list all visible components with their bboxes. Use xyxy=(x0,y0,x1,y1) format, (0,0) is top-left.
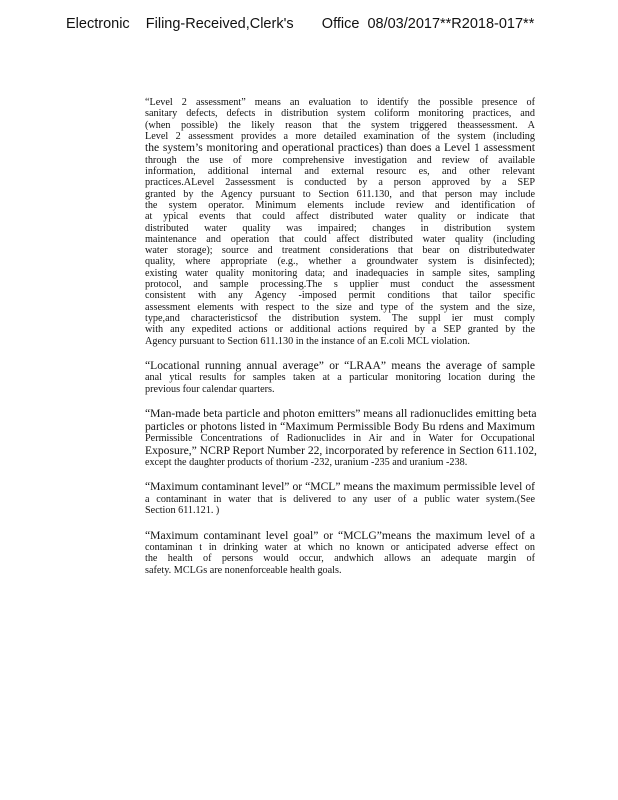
definition-paragraph xyxy=(145,530,535,576)
definition-paragraph xyxy=(145,97,535,347)
text-line: “Locational running annual average” or “LRAA” means the average of sample xyxy=(145,358,535,372)
text-line: maintenance and operation that could affect distributed water quality (including xyxy=(145,233,535,245)
text-line: type,and characteristicsof the distribution system. The suppl ier must comply xyxy=(145,312,535,324)
text-line: existing water quality monitoring data; and inadequacies in sample sites, sampling xyxy=(145,267,535,279)
text-line: quality, where appropriate (e.g., whether a groundwater system is disinfected); xyxy=(145,256,535,268)
text-line: through the use of more comprehensive investigation and review of available xyxy=(145,154,535,166)
text-line: “Level 2 assessment” means an evaluation to identify the possible presence of xyxy=(145,97,535,108)
text-line: a contaminant in water that is delivered to any user of a public water system.(See xyxy=(145,493,535,505)
text-line: assessment elements with respect to the size and type of the system and the size, xyxy=(145,301,535,313)
definition-paragraph xyxy=(145,481,535,516)
text-line: anal ytical results for samples taken at a particular monitoring location during the xyxy=(145,372,535,384)
text-line: Level 2 assessment provides a more detailed examination of the system (including xyxy=(145,130,535,142)
text-line: Exposure,” NCRP Report Number 22, incorporated by reference in Section 611.102, xyxy=(145,443,537,457)
filing-header: Electronic Filing-Received,Clerk's Office 08/03/2017**R2018-017** xyxy=(66,16,535,32)
text-line: water storage); source and treatment considerations that bear on distributedwater xyxy=(145,245,535,257)
text-line: protocol, and sample processing.The s upplier must conduct the assessment xyxy=(145,279,535,291)
text-line: “Man-made beta particle and photon emitters” means all radionuclides emitting beta xyxy=(145,407,537,421)
text-line: except the daughter products of thorium -232, uranium -235 and uranium -238. xyxy=(145,457,468,469)
text-line: granted by the Agency pursuant to Section 611.130, and that person may include xyxy=(145,188,535,200)
text-line: distributed water quality was impaired; changes in distribution system xyxy=(145,222,535,234)
text-line: “Maximum contaminant level” or “MCL” means the maximum permissible level of xyxy=(145,480,535,494)
text-line: “Maximum contaminant level goal” or “MCLG”means the maximum level of a xyxy=(145,528,535,542)
text-line: Permissible Concentrations of Radionuclides in Air and in Water for Occupational xyxy=(145,433,535,445)
text-line: the system’s monitoring and operational practices) than does a Level 1 assessment xyxy=(145,141,535,155)
text-line: contaminan t in drinking water at which no known or anticipated adverse effect on xyxy=(145,542,535,554)
text-line: previous four calendar quarters. xyxy=(145,383,275,395)
text-line: consistent with any Agency -imposed permit conditions that tailor specific xyxy=(145,290,535,302)
text-line: (when possible) the likely reason that the system triggered theassessment. A xyxy=(145,119,535,131)
text-line: information, additional internal and external resourc es, and other relevant xyxy=(145,166,535,178)
text-line: Agency pursuant to Section 611.130 in the instance of an E.coli MCL violation. xyxy=(145,335,470,347)
text-line: Section 611.121. ) xyxy=(145,505,220,517)
text-line: particles or photons listed in “Maximum Permissible Body Bu rdens and Maximum xyxy=(145,419,535,433)
text-line: at ypical events that could affect distributed water quality or indicate that xyxy=(145,211,535,223)
definition-paragraph xyxy=(145,360,535,395)
text-line: practices.ALevel 2assessment is conducted by a person approved by a SEP xyxy=(145,177,535,189)
document-body xyxy=(145,97,535,589)
text-line: safety. MCLGs are nonenforceable health goals. xyxy=(145,564,342,576)
text-line: the health of persons would occur, andwhich allows an adequate margin of xyxy=(145,553,535,565)
text-line: with any expedited actions or additional actions required by a SEP granted by the xyxy=(145,324,535,336)
definition-paragraph xyxy=(145,408,535,468)
text-line: the system operator. Minimum elements include review and identification of xyxy=(145,199,535,211)
text-line: sanitary defects, defects in distribution system coliform monitoring practices, and xyxy=(145,108,535,120)
